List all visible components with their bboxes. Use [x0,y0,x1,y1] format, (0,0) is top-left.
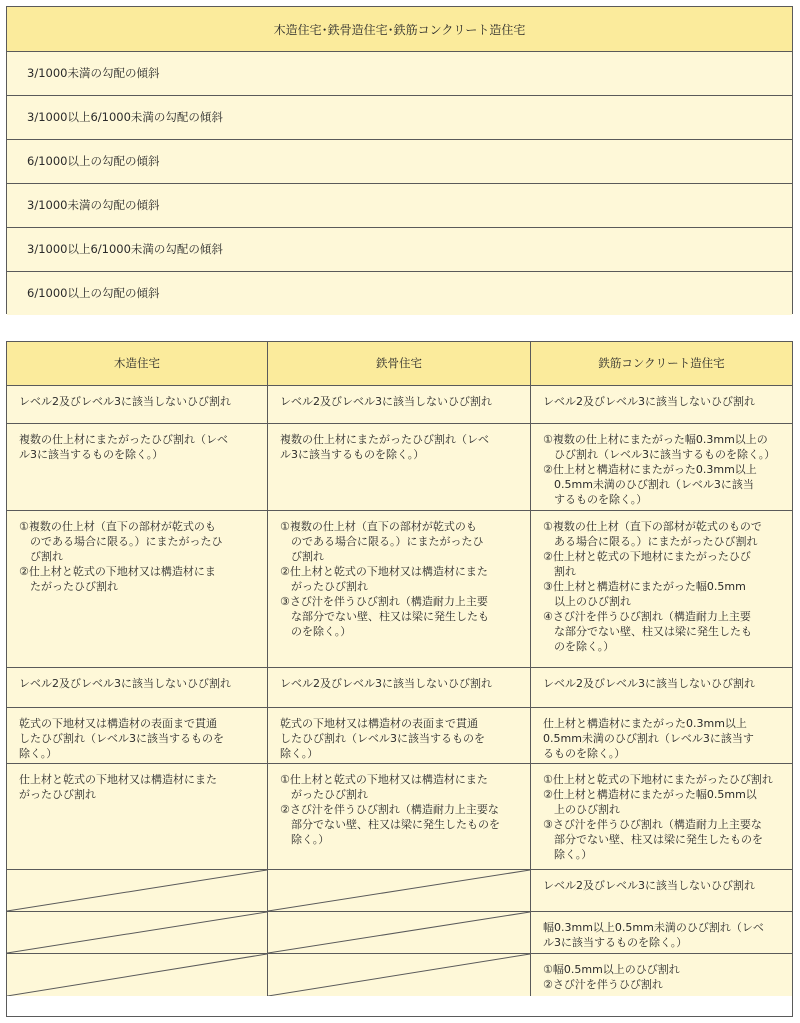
crack-cell [531,708,792,764]
cell-text-line: 複数の仕上材にまたがったひび割れ（レベ [280,433,489,446]
slope-table [6,6,793,314]
slope-row: 6/1000以上の勾配の傾斜 [7,272,792,315]
cell-text-line: ①複数の仕上材（直下の部材が乾式のもので [543,520,762,533]
cell-text-line: ③さび汁を伴うひび割れ（構造耐力上主要な [543,818,762,831]
cell-text-line: するものを除く。） [554,493,648,506]
crack-cell [7,708,268,764]
crack-cell [268,668,531,708]
crack-cell [7,386,268,424]
cell-text-line: レベル2及びレベル3に該当しないひび割れ [280,395,492,408]
crack-cell [7,764,268,870]
crack-table [6,341,793,1017]
cell-text-line: ①仕上材と乾式の下地材又は構造材にまた [280,773,488,786]
cell-text-line: したひび割れ（レベル3に該当するものを [19,732,224,745]
empty-slashed-cell [7,912,268,954]
cell-text-line: レベル2及びレベル3に該当しないひび割れ [543,677,755,690]
cell-text-line: のである場合に限る。）にまたがったひ [30,535,223,548]
cell-text-line: び割れ [30,550,63,563]
cell-text-line: ①複数の仕上材（直下の部材が乾式のも [19,520,216,533]
cell-text-line: 乾式の下地材又は構造材の表面まで貫通 [19,717,217,730]
cell-text-line: 除く。） [280,747,319,760]
empty-slashed-cell [268,870,531,912]
crack-cell [531,668,792,708]
crack-cell [268,424,531,511]
cell-text-line: のを除く。） [554,640,615,653]
crack-cell [531,870,792,912]
crack-cell [531,511,792,668]
crack-cell [531,912,792,954]
slope-row: 3/1000未満の勾配の傾斜 [7,184,792,228]
diagonal-slash [268,912,530,953]
cell-text-line: 部分でない壁、柱又は梁に発生したものを [554,833,763,846]
cell-text-line: るものを除く。） [543,747,626,760]
empty-slashed-cell [7,954,268,996]
cell-text-line: ひび割れ（レベル3に該当するものを除く。） [554,448,776,461]
crack-cell [268,764,531,870]
cell-text-line: ②仕上材と乾式の下地材又は構造材にま [19,565,216,578]
cell-text-line: 0.5mm未満のひび割れ（レベル3に該当 [554,478,754,491]
slope-table-header: 木造住宅･鉄骨造住宅･鉄筋コンクリート造住宅 [7,7,792,52]
cell-text-line: がったひび割れ [19,788,96,801]
cell-text-line: 上のひび割れ [554,803,620,816]
cell-text-line: ル3に該当するものを除く。） [19,448,164,461]
cell-text-line: な部分でない壁、柱又は梁に発生したも [291,610,489,623]
cell-text-line: 幅0.3mm以上0.5mm未満のひび割れ（レベ [543,921,764,934]
cell-text-line: たがったひび割れ [30,580,118,593]
crack-cell [531,424,792,511]
crack-cell [7,511,268,668]
slope-row: 6/1000以上の勾配の傾斜 [7,140,792,184]
cell-text-line: ル3に該当するものを除く。） [280,448,425,461]
crack-cell [7,668,268,708]
cell-text-line: のを除く。） [291,625,352,638]
cell-text-line: レベル2及びレベル3に該当しないひび割れ [280,677,492,690]
crack-cell [531,386,792,424]
crack-table-grid [7,342,792,1016]
cell-text-line: な部分でない壁、柱又は梁に発生したも [554,625,752,638]
cell-text-line: 部分でない壁、柱又は梁に発生したものを [291,818,500,831]
diagonal-slash [268,954,530,996]
cell-text-line: 割れ [554,565,576,578]
cell-text-line: レベル2及びレベル3に該当しないひび割れ [543,879,755,892]
cell-text-line: がったひび割れ [291,580,368,593]
cell-text-line: レベル2及びレベル3に該当しないひび割れ [543,395,755,408]
cell-text-line: ①複数の仕上材（直下の部材が乾式のも [280,520,477,533]
cell-text-line: ②さび汁を伴うひび割れ（構造耐力上主要な [280,803,499,816]
cell-text-line: 乾式の下地材又は構造材の表面まで貫通 [280,717,478,730]
cell-text-line: ②仕上材と乾式の下地材又は構造材にまた [280,565,488,578]
cell-text-line: 除く。） [554,848,593,861]
crack-cell [531,954,792,996]
cell-text-line: ①幅0.5mm以上のひび割れ [543,963,680,976]
slope-row: 3/1000以上6/1000未満の勾配の傾斜 [7,228,792,272]
cell-text-line: 複数の仕上材にまたがったひび割れ（レベ [19,433,228,446]
diagonal-slash [7,870,267,911]
empty-slashed-cell [268,912,531,954]
cell-text-line: 仕上材と乾式の下地材又は構造材にまた [19,773,217,786]
diagonal-slash [268,870,530,911]
cell-text-line: ④さび汁を伴うひび割れ（構造耐力上主要 [543,610,751,623]
cell-text-line: 仕上材と構造材にまたがった0.3mm以上 [543,717,747,730]
diagonal-slash [7,954,267,996]
header-steel: 鉄骨住宅 [268,342,531,386]
cell-text-line: したひび割れ（レベル3に該当するものを [280,732,485,745]
cell-text-line: 0.5mm未満のひび割れ（レベル3に該当す [543,732,754,745]
header-wood: 木造住宅 [7,342,268,386]
crack-cell [268,511,531,668]
cell-text-line: ②仕上材と構造材にまたがった0.3mm以上 [543,463,757,476]
crack-cell [268,386,531,424]
slope-row: 3/1000未満の勾配の傾斜 [7,52,792,96]
header-rc: 鉄筋コンクリート造住宅 [531,342,792,386]
cell-text-line: がったひび割れ [291,788,368,801]
diagonal-slash [7,912,267,953]
cell-text-line: 除く。） [291,833,330,846]
cell-text-line: ある場合に限る。）にまたがったひび割れ [554,535,758,548]
cell-text-line: のである場合に限る。）にまたがったひ [291,535,484,548]
cell-text-line: ①複数の仕上材にまたがった幅0.3mm以上の [543,433,768,446]
cell-text-line: ②さび汁を伴うひび割れ [543,978,663,991]
crack-cell [7,424,268,511]
cell-text-line: ル3に該当するものを除く。） [543,936,688,949]
cell-text-line: ③仕上材と構造材にまたがった幅0.5mm [543,580,746,593]
slope-row: 3/1000以上6/1000未満の勾配の傾斜 [7,96,792,140]
empty-slashed-cell [7,870,268,912]
cell-text-line: 以上のひび割れ [554,595,631,608]
cell-text-line: ②仕上材と乾式の下地材にまたがったひび [543,550,751,563]
cell-text-line: レベル2及びレベル3に該当しないひび割れ [19,395,231,408]
cell-text-line: 除く。） [19,747,58,760]
cell-text-line: ③さび汁を伴うひび割れ（構造耐力上主要 [280,595,488,608]
empty-slashed-cell [268,954,531,996]
crack-cell [531,764,792,870]
cell-text-line: ②仕上材と構造材にまたがった幅0.5mm以 [543,788,757,801]
cell-text-line: ①仕上材と乾式の下地材にまたがったひび割れ [543,773,773,786]
cell-text-line: び割れ [291,550,324,563]
cell-text-line: レベル2及びレベル3に該当しないひび割れ [19,677,231,690]
crack-cell [268,708,531,764]
